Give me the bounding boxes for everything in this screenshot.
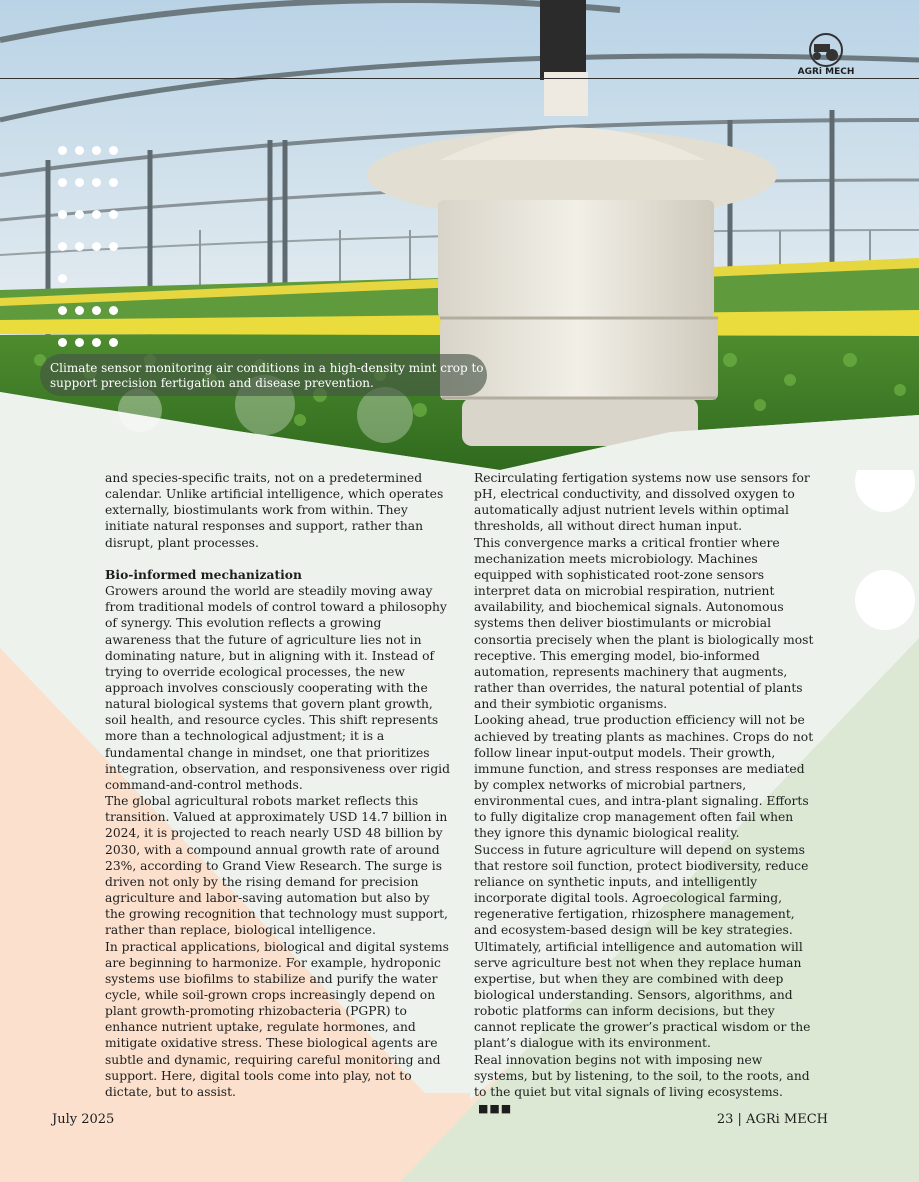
closing-paragraph <box>474 1052 819 1118</box>
greenhouse-photo <box>0 0 919 470</box>
body-paragraph: Looking ahead, true production efficiency will not be achieved by treating plants as machines. Crops do not follow linear input-output models. Their growth, immune function, and stress responses are mediated by complex networks of microbial partners, environmental cues, and intra-plant signaling. Efforts to fully digitalize crop management often fail when they ignore this dynamic biological reality. <box>474 713 814 841</box>
photo-caption-text: Climate sensor monitoring air conditions in a high-density mint crop to support precision fertigation and disease prevention. <box>50 361 484 390</box>
white-circle-right-2 <box>855 570 915 630</box>
body-paragraph: The global agricultural robots market reflects this transition. Valued at approximately USD 14.7 billion in 2024, it is projected to reach nearly USD 48 billion by 2030, with a compound annual growth rate of around 23%, according to Grand View Research. The surge is driven not only by the rising demand for precision agriculture and labor-saving automation but also by the growing recognition that technology must support, rather than replace, biological intelligence. <box>105 794 448 938</box>
footer-page-number: 23 | AGRi MECH <box>716 1112 828 1127</box>
paragraph-gap <box>105 551 450 567</box>
body-paragraph: Ultimately, artificial intelligence and automation will serve agriculture best not when they replace human expertise, but when they are combined with deep biological understanding. Sensors, algorithms, and robotic platforms can inform decisions, but they cannot replicate the grower’s practical wisdom or the plant’s dialogue with its environment. <box>474 939 811 1051</box>
body-paragraph: Recirculating fertigation systems now use sensors for pH, electrical conductivity, and dissolved oxygen to automatically adjust nutrient levels within optimal thresholds, all without direct human input. <box>474 471 810 534</box>
footer-date: July 2025 <box>52 1112 115 1127</box>
closing-text: Real innovation begins not with imposing new systems, but by listening, to the soil, to the roots, and to the quiet but vital signals of living ecosystems. <box>474 1052 810 1099</box>
body-paragraph: Success in future agriculture will depend on systems that restore soil function, protect biodiversity, reduce reliance on synthetic inputs, and intelligently incorporate digital tools. Agroecological farming, regenerative fertigation, rhizosphere management, and ecosystem-based design will be key strategies. <box>474 842 809 938</box>
photo-caption <box>40 354 487 396</box>
body-paragraph: In practical applications, biological and digital systems are beginning to harmonize. For example, hydroponic systems use biofilms to stabilize and purify the water cycle, while soil-grown crops increasingly depend on plant growth-promoting rhizobacteria (PGPR) to enhance nutrient uptake, regulate hormones, and mitigate oxidative stress. These biological agents are subtle and dynamic, requiring careful monitoring and support. Here, digital tools come into play, not to dictate, but to assist. <box>105 939 449 1099</box>
end-of-article-mark: ■■■ <box>478 1102 513 1116</box>
agri-mech-logo <box>798 30 854 80</box>
section-heading: Bio-informed mechanization <box>105 566 302 582</box>
article-column-right <box>474 470 819 1117</box>
body-paragraph: Growers around the world are steadily moving away from traditional models of control toward a philosophy of synergy. This evolution reflects a growing awareness that the future of agriculture lies not in dominating nature, but in aligning with it. Instead of trying to override ecological processes, the new approach involves consciously cooperating with the natural biological systems that govern plant growth, soil health, and resource cycles. This shift represents more than a technological adjustment; it is a fundamental change in mindset, one that prioritizes integration, observation, and responsiveness over rigid command-and-control methods. <box>105 584 450 792</box>
logo-text: AGRi MECH <box>798 67 854 77</box>
article-column-left <box>105 470 450 1100</box>
sensor-cable <box>540 0 586 80</box>
dot-grid-decoration <box>58 146 128 356</box>
intro-paragraph: and species-specific traits, not on a predetermined calendar. Unlike artificial intelligence, which operates externally, biostimulants work from within. They initiate natural responses and support, rather than disrupt, plant processes. <box>105 471 444 550</box>
header-rule <box>0 78 919 79</box>
sensor-body-upper <box>438 200 714 318</box>
body-paragraph: This convergence marks a critical frontier where mechanization meets microbiology. Machines equipped with sophisticated root-zone sensors interpret data on microbial respiration, nutrient availability, and biochemical signals. Autonomous systems then deliver biostimulants or microbial consortia precisely when the plant is biologically most receptive. This emerging model, bio-informed automation, represents machinery that augments, rather than overrides, the natural potential of plants and their symbiotic organisms. <box>474 535 814 712</box>
